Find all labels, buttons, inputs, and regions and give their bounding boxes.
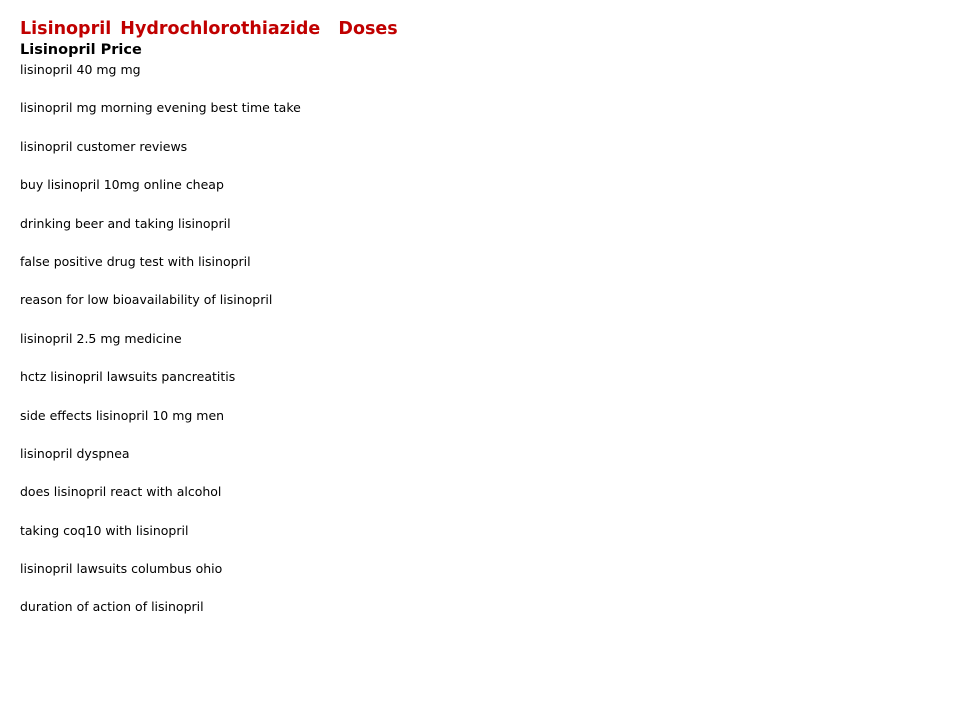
list-item: drinking beer and taking lisinopril [20, 215, 231, 231]
list-item: lisinopril lawsuits columbus ohio [20, 561, 223, 577]
list-item: hctz lisinopril lawsuits pancreatitis [20, 369, 236, 385]
list-item: side effects lisinopril 10 mg men [20, 407, 225, 423]
list-item: taking coq10 with lisinopril [20, 522, 189, 538]
keyword-list [20, 61, 920, 616]
page-subtitle: Lisinopril Price [20, 42, 142, 58]
list-item: lisinopril 2.5 mg medicine [20, 330, 182, 346]
list-item: lisinopril customer reviews [20, 138, 188, 154]
list-item: lisinopril dyspnea [20, 445, 130, 461]
list-item: false positive drug test with lisinopril [20, 253, 251, 269]
list-item: lisinopril mg morning evening best time take [20, 100, 301, 116]
list-item: does lisinopril react with alcohol [20, 484, 222, 500]
list-item: buy lisinopril 10mg online cheap [20, 177, 224, 193]
list-item: reason for low bioavailability of lisinopril [20, 292, 273, 308]
list-item: duration of action of lisinopril [20, 599, 204, 615]
document-page [20, 18, 920, 637]
page-title: Lisinopril Hydrochlorothiazide Doses [20, 19, 398, 39]
list-item: lisinopril 40 mg mg [20, 62, 141, 77]
